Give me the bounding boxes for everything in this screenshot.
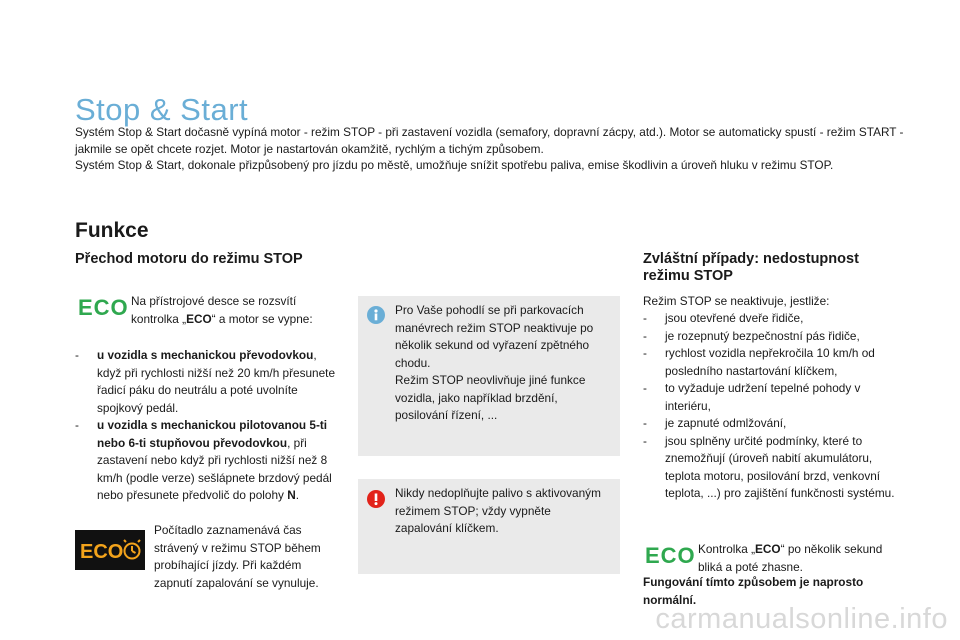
condition-text: rychlost vozidla nepřekročila 10 km/h od posledního nastartování klíčkem, [665,346,875,378]
counter-text: Počítadlo zaznamenává čas strávený v režimu STOP během probíhající jízdy. Při každém zapnutí zapalování se vynuluje. [154,523,321,590]
condition-text: jsou otevřené dveře řidiče, [665,311,804,325]
list-dash: - [75,418,79,432]
list-dash: - [643,311,647,325]
eco-text-after: “ a motor se vypne: [211,311,313,326]
warning-text: Nikdy nedoplňujte palivo s aktivovaným režimem STOP; vždy vypněte zapalování klíčkem. [395,486,601,535]
eco-text-after: “ po několik sekund bliká a poté zhasne. [698,542,883,574]
list-item [643,415,895,433]
eco-timer-glyph [78,535,142,565]
page-title: Stop & Start [75,92,249,127]
intro-paragraph-1: Systém Stop & Start dočasně vypíná motor - režim STOP - při zastavení vozidla (semafory, dopravní zácpy, atd.). Motor se automaticky spustí - režim START - jakmile se opět chcete rozjet. Motor je nastartován okamžitě, rychlým a tichým způsobem. [75,125,904,156]
auto-gearbox-label: u vozidla s mechanickou pilotovanou 5-ti nebo 6-ti stupňovou převodovkou [97,418,328,450]
condition-text: jsou splněny určité podmínky, které to znemožňují (úroveň nabití akumulátoru, teplota motoru, posilování brzd, venkovní teplota, ...) pro zajištění funkčnosti systému. [665,433,895,500]
list-item [643,345,895,380]
gearbox-list [75,347,339,505]
svg-text:ECO: ECO [80,541,124,563]
info-box [358,296,620,456]
list-dash: - [643,346,647,360]
condition-text: to vyžaduje udržení tepelné pohody v interiéru, [665,381,861,413]
info-icon [367,306,385,324]
eco-word: ECO [755,542,781,556]
intro-paragraph-2: Systém Stop & Start, dokonale přizpůsobený pro jízdu po městě, umožňuje snížit spotřebu paliva, emise škodlivin a úroveň hluku v režimu STOP. [75,158,834,172]
info-glyph [367,306,385,324]
list-dash: - [643,381,647,395]
special-intro: Režim STOP se neaktivuje, jestliže: [643,294,830,308]
eco-lamp-text [131,293,336,328]
info-text-1: Pro Vaše pohodlí se při parkovacích manévrech režim STOP neaktivuje po několik sekund od vyřazení zpětného chodu. [395,303,594,370]
warning-icon [367,490,385,508]
warning-glyph [367,490,385,508]
list-dash: - [643,416,647,430]
gear-n: N [287,488,296,502]
list-item [75,347,339,417]
warning-box [358,479,620,574]
manual-gearbox-text: , když při rychlosti nižší než 20 km/h přesunete řadicí páku do neutrálu a poté uvolníte spojkový pedál. [97,348,336,415]
eco-indicator-icon: ECO [645,543,696,568]
eco-blink-text [698,541,898,576]
intro-text [75,124,905,174]
eco-text-before: Kontrolka „ [698,542,756,556]
condition-text: je rozepnutý bezpečnostní pás řidiče, [665,328,860,343]
condition-text: je zapnuté odmlžování, [665,416,787,430]
normal-note: Fungování tímto způsobem je naprosto normální. [643,575,864,607]
info-text-2: Režim STOP neovlivňuje jiné funkce vozidla, jako například brzdění, posilování řízení, ... [395,373,586,422]
list-item [643,380,895,415]
manual-gearbox-label: u vozidla s mechanickou převodovkou [97,348,314,362]
eco-word: ECO [186,311,212,326]
auto-gearbox-text: , při zastavení nebo když při rychlosti nižší než 8 km/h (podle verze) sešlápnete brzdový pedál nebo přesunete předvolič do polohy [97,435,332,502]
list-item [643,433,895,503]
section-heading-funkce: Funkce [75,219,149,242]
list-dash: - [643,328,647,343]
auto-gearbox-end: . [295,488,300,502]
stop-heading: Přechod motoru do režimu STOP [75,251,303,267]
list-dash: - [643,433,647,448]
watermark: carmanualsonline.info [655,603,948,635]
eco-timer-icon [75,530,145,570]
list-item [643,310,895,328]
eco-text-before: Na přístrojové desce se rozsvítí kontrolka „ [131,294,297,326]
list-dash: - [75,348,79,362]
special-heading: Zvláštní případy: nedostupnost režimu STOP [643,251,859,284]
list-item [643,328,895,346]
special-conditions-list [643,310,895,503]
list-item [75,417,339,505]
eco-indicator-icon: ECO [78,295,129,320]
info-text [395,302,610,425]
